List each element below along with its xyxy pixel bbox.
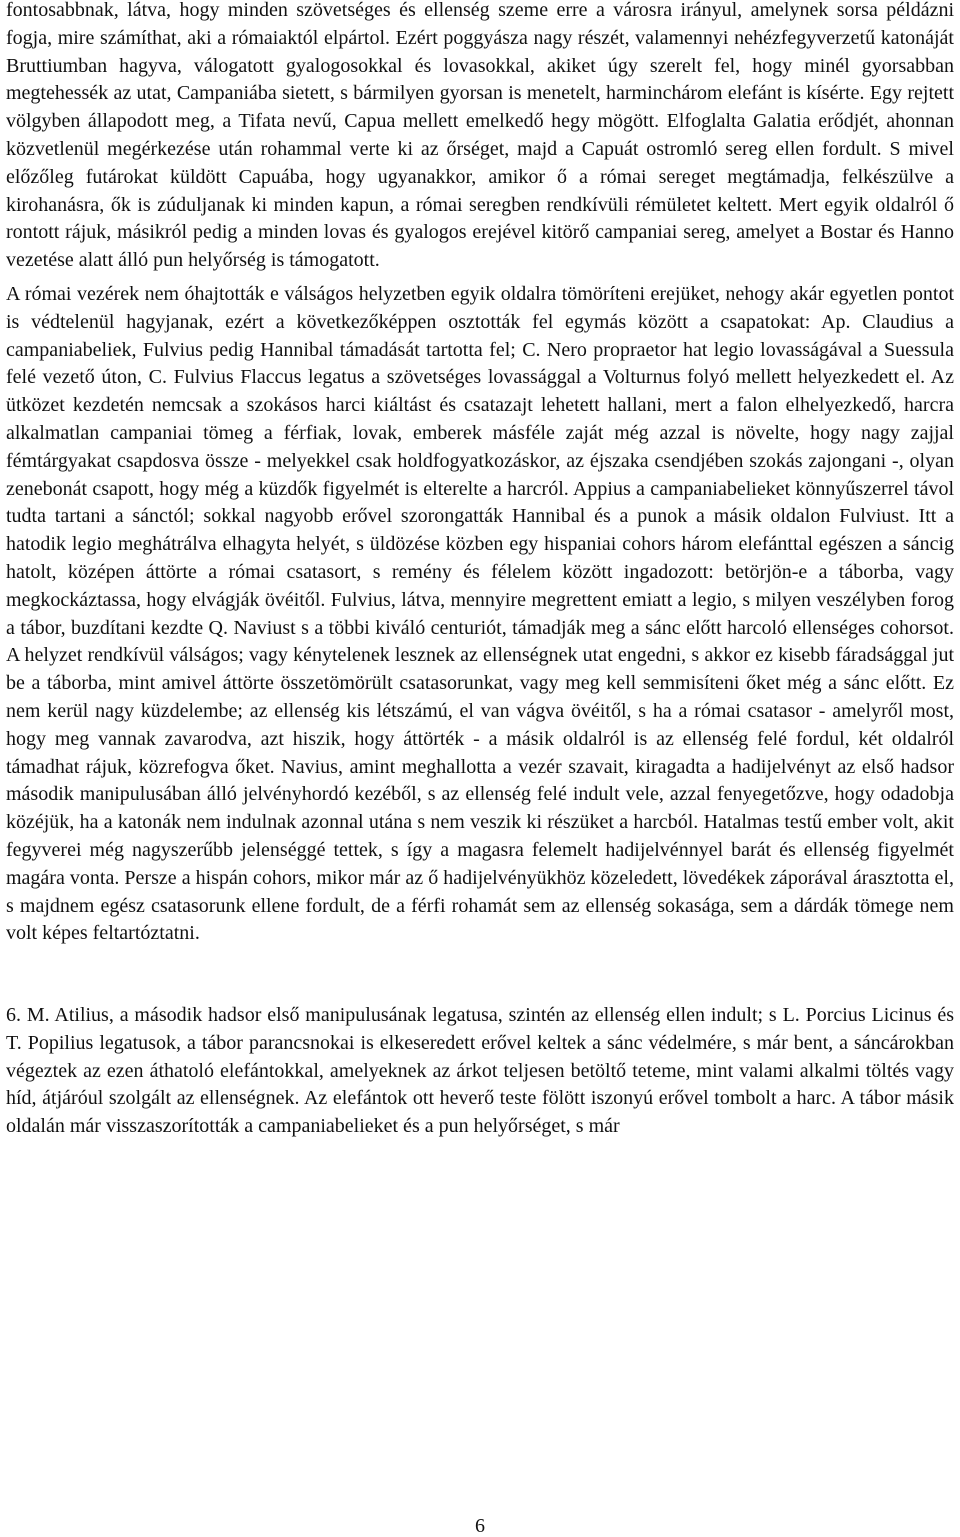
document-page xyxy=(6,0,954,1141)
paragraph-1: fontosabbnak, látva, hogy minden szövetséges és ellenség szeme erre a városra irányul, amelynek sorsa példázni fogja, mire számíthat, aki a rómaiaktól elpártol. Ezért poggyásza nagy részét, valamennyi nehézfegyverzetű katonáját Bruttiumban hagyva, válogatott gyalogosokkal és lovasokkal, akiket úgy szerelt fel, hogy minél gyorsabban megtehessék az utat, Campaniába sietett, s bármilyen gyorsan is menetelt, harminchárom elefánt is kísérte. Egy rejtett völgyben állapodott meg, a Tifata nevű, Capua mellett emelkedő hegy mögött. Elfoglalta Galatia erődjét, ahonnan közvetlenül megérkezése után rohammal verte ki az őrséget, majd a Capuát ostromló sereg ellen fordult. S mivel előzőleg futárokat küldött Capuába, hogy ugyanakkor, amikor ő a római sereget megtámadja, felkészülve a kirohanásra, ők is zúduljanak ki minden kapun, a római seregben rendkívüli rémületet keltett. Mert egyik oldalról ő rontott rájuk, másikról pedig a minden lovas és gyalogos erejével kitörő campaniai sereg, amelyet a Bostar és Hanno vezetése alatt álló pun helyőrség is támogatott. xyxy=(6,0,954,272)
paragraph-3: 6. M. Atilius, a második hadsor első manipulusának legatusa, szintén az ellenség ellen indult; s L. Porcius Licinus és T. Popilius legatusok, a tábor parancsnokai is elkeseredett erővel keltek a sánc védelmére, s már bent, a sáncárokban végeztek az ezen áthatoló elefántokkal, amelyeknek az árkot teljesen betöltő teteme, mint valami alkalmi töltés vagy híd, átjáróul szolgált az ellenségnek. Az elefántok ott heverő teste fölött iszonyú erővel tombolt a harc. A tábor másik oldalán már visszaszorították a campaniabelieket és a pun helyőrséget, s már xyxy=(6,1004,954,1138)
page-number: 6 xyxy=(475,1515,485,1537)
paragraph-2: A római vezérek nem óhajtották e válságos helyzetben egyik oldalra tömöríteni erejüket, nehogy akár egyetlen pontot is védtelenül hagyjanak, ezért a következőképpen osztották fel egymás között a csapatokat: Ap. Claudius a campaniabeliek, Fulvius pedig Hannibal támadását tartotta fel; C. Nero propraetor hat legio lovasságával a Suessula felé vezető úton, C. Fulvius Flaccus legatus a szövetséges lovassággal a Volturnus folyó mellett helyezkedett el. Az ütközet kezdetén nemcsak a szokásos harci kiáltást és csatazajt lehetett hallani, mert a falon elhelyezkedő, harcra alkalmatlan campaniai tömeg a férfiak, lovak, emberek másféle zaját még azzal is növelte, hogy nagy zajjal fémtárgyakat csapdosva össze - melyekkel csak holdfogyatkozáskor, az éjszaka csendjében szokás zajongani -, olyan zenebonát csapott, hogy még a küzdők figyelmét is elterelte a harcról. Appius a campaniabelieket könnyűszerrel távol tudta tartani a sánctól; sokkal nagyobb erővel szorongatták Hannibal és a punok a másik oldalon Fulviust. Itt a hatodik legio meghátrálva elhagyta helyét, s üldözése közben egy hispaniai cohors három elefánttal egészen a sáncig hatolt, középen áttörte a római csatasort, s remény és félelem között ingadozott: betörjön-e a táborba, vagy megkockáztassa, hogy elvágják övéitől. Fulvius, látva, mennyire megrettent emiatt a legio, s milyen veszélyben forog a tábor, buzdítani kezdte Q. Naviust s a többi kiváló centuriót, támadják meg a sánc előtt harcoló ellenséges cohorsot. A helyzet rendkívül válságos; vagy kénytelenek lesznek az ellenségnek utat engedni, s akkor ez kisebb fáradsággal jut be a táborba, mint amivel áttörte összetömörült csatasorunkat, vagy meg kell semmisíteni őket még a sánc előtt. Ez nem kerül nagy küzdelembe; az ellenség kis létszámú, el van vágva övéitől, s ha a római csatasor - amelyről most, hogy meg vannak zavarodva, azt hiszik, hogy áttörték - a másik oldalról is az ellenség felé fordul, két oldalról támadhat rájuk, közrefogva őket. Navius, amint meghallotta a vezér szavait, kiragadta a hadijelvényt az első hadsor második manipulusában álló jelvényhordó kezéből, s az ellenség felé indult vele, azzal fenyegetőzve, hogy odadobja közéjük, ha a katonák nem indulnak azonnal utána s nem veszik ki részüket a harcból. Hatalmas testű ember volt, akit fegyverei még nagyszerűbb jelenséggé tettek, s így a magasra felemelt hadijelvénnyel barát és ellenség figyelmét magára vonta. Persze a hispán cohors, mikor már az ő hadijelvényükhöz közeledett, lövedékek záporával árasztotta el, s majdnem egész csatasorunk ellene fordult, de a férfi rohamát sem az ellenség sokasága, sem a dárdák tömege nem volt képes feltartóztatni. xyxy=(6,282,954,945)
